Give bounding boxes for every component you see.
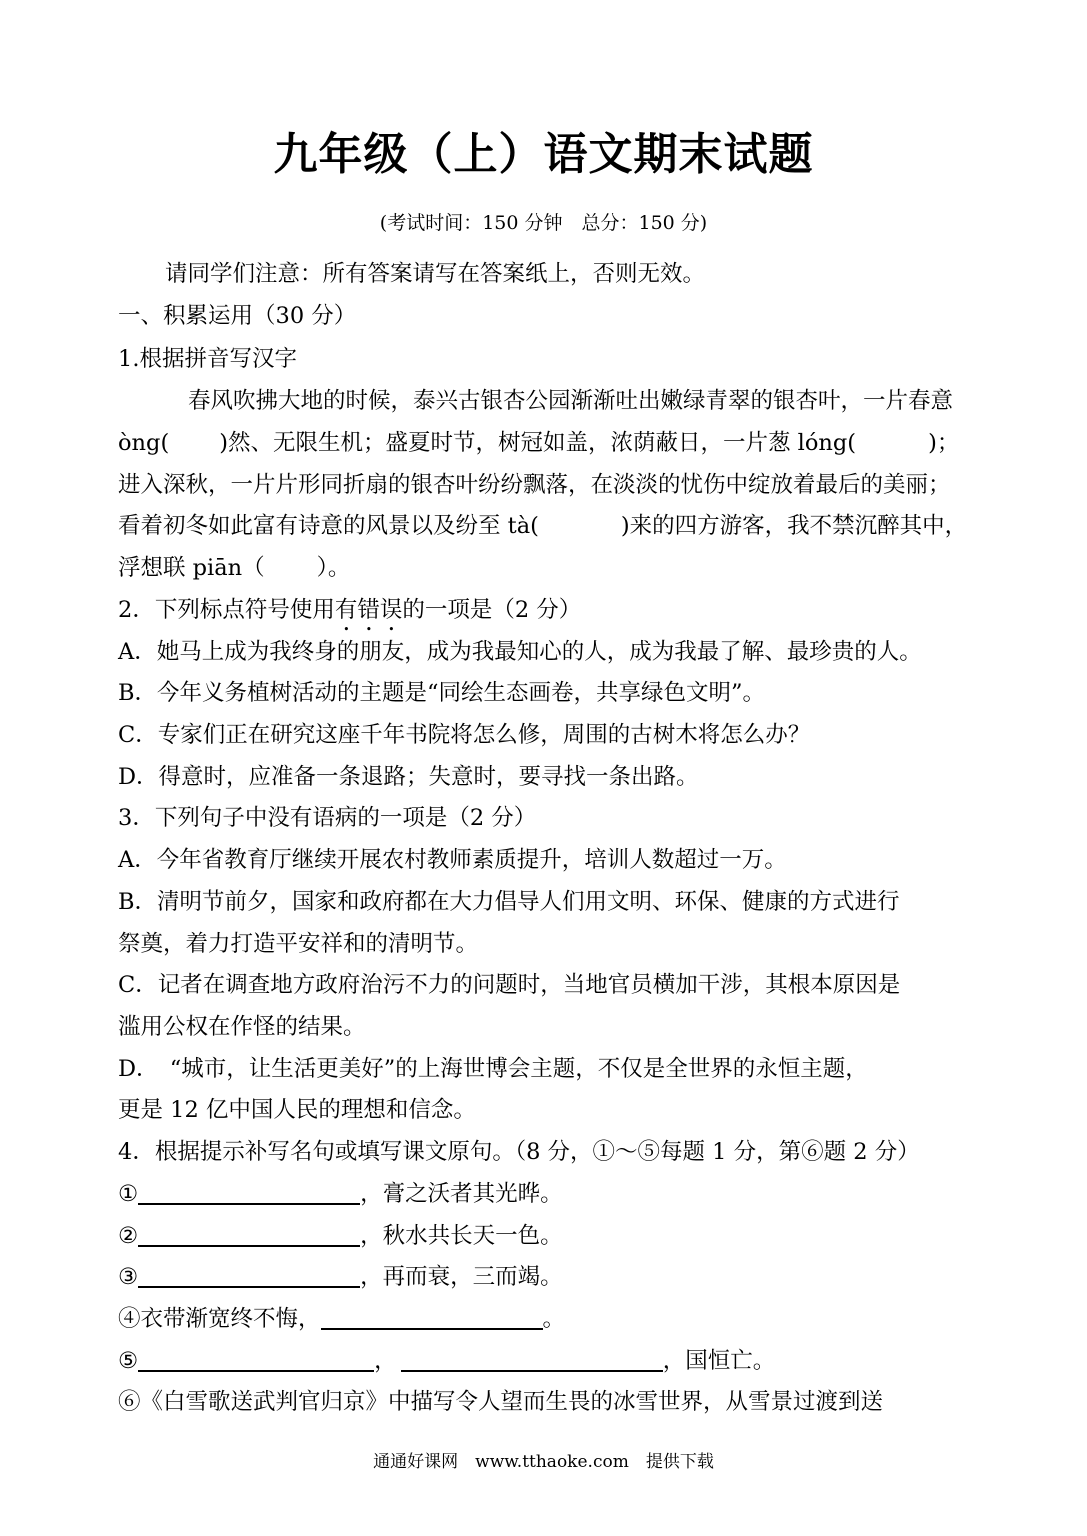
- answer-blank[interactable]: [321, 1306, 543, 1330]
- answer-blank[interactable]: [138, 1181, 360, 1205]
- q1-passage-line: [118, 428, 978, 458]
- q2-emphasis: 有错误: [334, 597, 403, 623]
- q1-text: ）。: [316, 555, 351, 581]
- answer-blank[interactable]: [401, 1348, 663, 1372]
- item-number: ③: [118, 1264, 139, 1290]
- q3-stem: 3．下列句子中没有语病的一项是（2 分）: [118, 805, 537, 831]
- q1-passage-line: 春风吹拂大地的时候，泰兴古银杏公园渐渐吐出嫩绿青翠的银杏叶，一片春意: [188, 388, 954, 414]
- item-text: 。: [542, 1306, 566, 1332]
- q4-item-1: [118, 1179, 978, 1209]
- q4-item-5: [118, 1346, 978, 1376]
- q3-option-c: C．记者在调查地方政府治污不力的问题时，当地官员横加干涉，其根本原因是: [118, 972, 901, 998]
- q1-text: 看着初冬如此富有诗意的风景以及纷至 tà(: [118, 513, 539, 539]
- q3-option-b-cont: 祭奠，着力打造平安祥和的清明节。: [118, 931, 479, 957]
- q2-option-c: C．专家们正在研究这座千年书院将怎么修，周围的古树木将怎么办？: [118, 722, 811, 748]
- q3-option-d-cont: 更是 12 亿中国人民的理想和信念。: [118, 1097, 476, 1123]
- item-text: ，再而衰，三而竭。: [360, 1264, 563, 1290]
- q1-passage-line: [118, 553, 978, 583]
- q1-passage-line: 进入深秋，一片片形同折扇的银杏叶纷纷飘落，在淡淡的忧伤中绽放着最后的美丽；: [118, 472, 951, 498]
- q2-stem: [118, 595, 978, 636]
- exam-info: (考试时间：150 分钟 总分：150 分): [379, 212, 708, 234]
- q1-text: )；: [928, 430, 960, 456]
- q4-item-6: ⑥《白雪歌送武判官归京》中描写令人望而生畏的冰雪世界，从雪景过渡到送: [118, 1389, 884, 1415]
- q1-passage-line: [118, 511, 978, 541]
- q1-heading: 1.根据拼音写汉字: [118, 346, 297, 372]
- item-text: ，膏之沃者其光晔。: [360, 1181, 563, 1207]
- item-number: ②: [118, 1223, 139, 1249]
- q2-stem-text: 的一项是（2 分）: [402, 597, 582, 623]
- section-heading: 一、积累运用（30 分）: [118, 303, 357, 329]
- q1-text: )然、无限生机；盛夏时节，树冠如盖，浓荫蔽日，一片葱 lóng(: [219, 430, 857, 456]
- q4-item-4: [118, 1304, 978, 1334]
- q1-pinyin-1: òng(: [118, 430, 170, 456]
- footer-source: 通通好课网 www.tthaoke.com 提供下载: [373, 1452, 714, 1472]
- answer-blank[interactable]: [138, 1264, 360, 1288]
- q2-stem-text: 2．下列标点符号使用: [118, 597, 335, 623]
- q3-option-a: A．今年省教育厅继续开展农村教师素质提升，培训人数超过一万。: [118, 847, 787, 873]
- q4-item-2: [118, 1221, 978, 1251]
- q2-option-a: A．她马上成为我终身的朋友，成为我最知心的人，成为我最了解、最珍贵的人。: [118, 639, 922, 665]
- notice: 请同学们注意：所有答案请写在答案纸上，否则无效。: [165, 261, 706, 287]
- answer-blank[interactable]: [138, 1348, 374, 1372]
- item-number: ①: [118, 1181, 139, 1207]
- q3-option-c-cont: 滥用公权在作怪的结果。: [118, 1014, 366, 1040]
- answer-blank[interactable]: [138, 1223, 360, 1247]
- q1-text: 浮想联 piān（: [118, 555, 265, 581]
- q4-stem: 4．根据提示补写名句或填写课文原句。（8 分，①～⑤每题 1 分，第⑥题 2 分）: [118, 1139, 920, 1165]
- q2-option-b: B．今年义务植树活动的主题是“同绘生态画卷，共享绿色文明”。: [118, 680, 766, 706]
- item-text: ，: [374, 1348, 397, 1374]
- q2-option-d: D．得意时，应准备一条退路；失意时，要寻找一条出路。: [118, 764, 699, 790]
- item-text: ④衣带渐宽终不悔，: [118, 1306, 321, 1332]
- q3-option-d: D． “城市，让生活更美好”的上海世博会主题，不仅是全世界的永恒主题，: [118, 1056, 868, 1082]
- page-title: 九年级（上）语文期末试题: [273, 129, 814, 180]
- item-text: ，秋水共长天一色。: [360, 1223, 563, 1249]
- q1-text: )来的四方游客，我不禁沉醉其中，: [620, 513, 968, 539]
- item-text: ，国恒亡。: [662, 1348, 776, 1374]
- item-number: ⑤: [118, 1348, 139, 1374]
- q4-item-3: [118, 1262, 978, 1292]
- q3-option-b: B．清明节前夕，国家和政府都在大力倡导人们用文明、环保、健康的方式进行: [118, 889, 900, 915]
